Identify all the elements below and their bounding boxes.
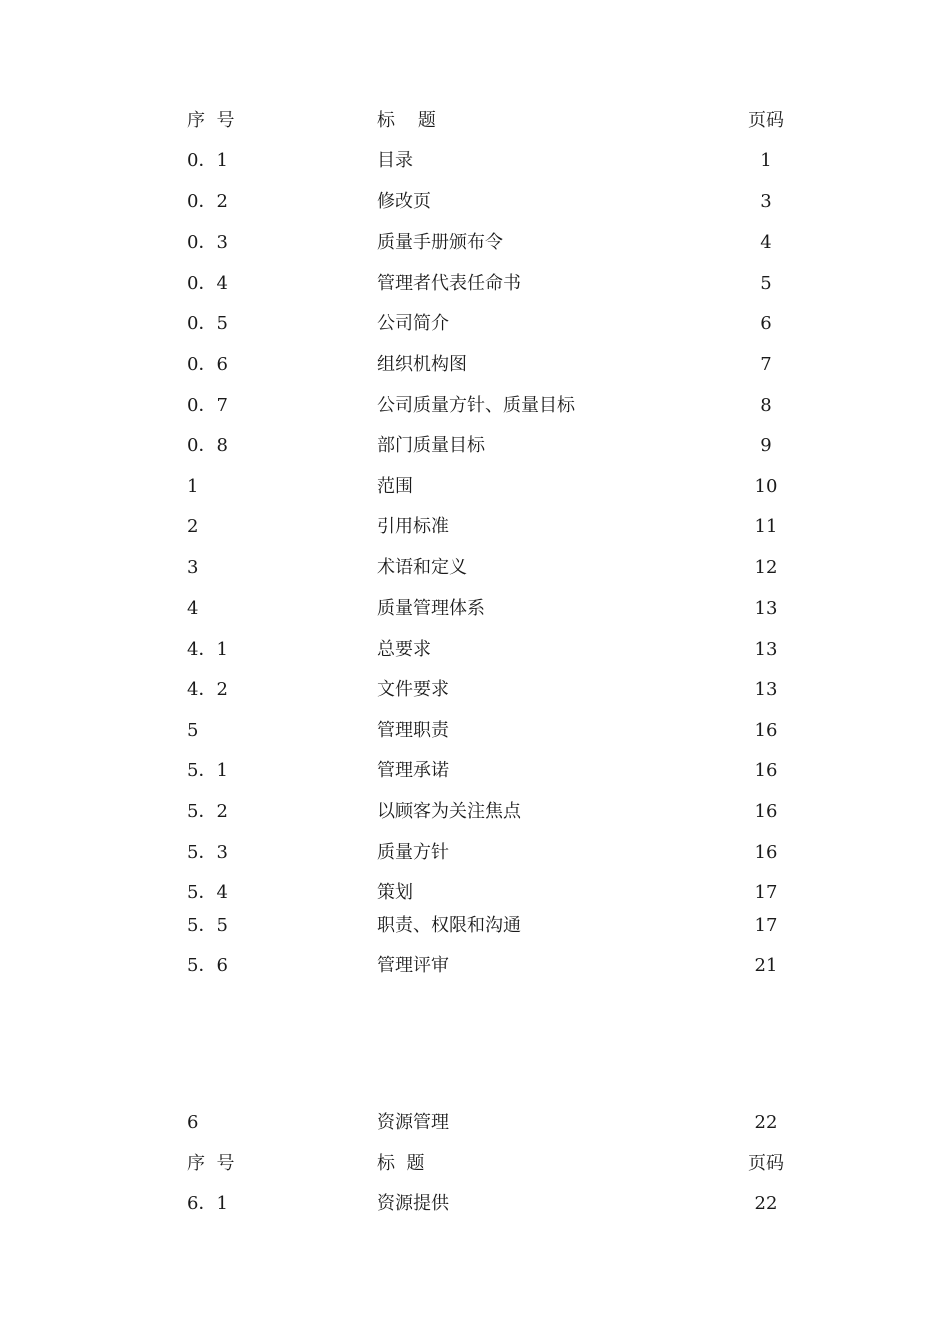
toc-row [0,879,950,907]
entry-page: 8 [760,395,772,416]
toc-row [0,1109,950,1137]
header-title: 标 题 [377,1153,425,1174]
toc-row [0,310,950,338]
toc-row [0,717,950,745]
entry-title: 职责、权限和沟通 [377,915,521,936]
toc-row [0,351,950,379]
entry-title: 部门质量目标 [377,435,485,456]
entry-page: 16 [754,760,778,781]
entry-page: 16 [754,720,778,741]
entry-page: 9 [760,435,772,456]
entry-title: 管理承诺 [377,760,449,781]
entry-page: 13 [754,598,778,619]
toc-header-row [0,107,950,135]
toc-header-row-repeat [0,1150,950,1178]
toc-row [0,554,950,582]
entry-page: 21 [754,955,778,976]
toc-row [0,188,950,216]
entry-title: 策划 [377,882,413,903]
entry-title: 文件要求 [377,679,449,700]
entry-page: 13 [754,679,778,700]
header-page: 页码 [748,110,784,131]
entry-num: 5．2 [187,801,228,822]
entry-page: 16 [754,842,778,863]
entry-num: 5．6 [187,955,228,976]
entry-num: 5．4 [187,882,228,903]
entry-page: 13 [754,639,778,660]
toc-row [0,432,950,460]
toc-row [0,757,950,785]
entry-num: 3 [187,557,199,578]
entry-num: 6 [187,1112,199,1133]
header-page: 页码 [748,1153,784,1174]
toc-row [0,798,950,826]
entry-page: 22 [754,1112,778,1133]
entry-title: 总要求 [377,639,431,660]
entry-page: 5 [760,273,772,294]
header-title: 标 题 [377,110,436,131]
entry-page: 16 [754,801,778,822]
entry-num: 0．2 [187,191,228,212]
toc-row [0,229,950,257]
entry-num: 5．3 [187,842,228,863]
toc-row [0,636,950,664]
entry-title: 管理评审 [377,955,449,976]
toc-row [0,912,950,940]
toc-row [0,473,950,501]
toc-row [0,595,950,623]
entry-title: 质量方针 [377,842,449,863]
entry-page: 12 [754,557,778,578]
entry-page: 7 [760,354,772,375]
entry-num: 4 [187,598,199,619]
entry-page: 11 [754,516,778,537]
entry-title: 质量手册颁布令 [377,232,503,253]
entry-title: 组织机构图 [377,354,467,375]
entry-page: 6 [760,313,772,334]
entry-num: 0．7 [187,395,228,416]
entry-num: 0．1 [187,150,228,171]
entry-num: 5．5 [187,915,228,936]
entry-num: 0．6 [187,354,228,375]
entry-title: 术语和定义 [377,557,467,578]
entry-title: 质量管理体系 [377,598,485,619]
entry-title: 引用标准 [377,516,449,537]
entry-title: 以顾客为关注焦点 [377,801,521,822]
entry-page: 3 [760,191,772,212]
entry-title: 公司质量方针、质量目标 [377,395,575,416]
entry-num: 4．1 [187,639,228,660]
entry-num: 4．2 [187,679,228,700]
entry-num: 0．5 [187,313,228,334]
entry-page: 4 [760,232,772,253]
entry-title: 资源管理 [377,1112,449,1133]
toc-row [0,839,950,867]
entry-page: 10 [754,476,778,497]
entry-title: 修改页 [377,191,431,212]
entry-title: 管理者代表任命书 [377,273,521,294]
toc-row [0,952,950,980]
entry-title: 资源提供 [377,1193,449,1214]
entry-num: 2 [187,516,199,537]
entry-num: 1 [187,476,199,497]
header-num: 序 号 [187,1153,235,1174]
entry-title: 范围 [377,476,413,497]
toc-row [0,270,950,298]
toc-row [0,513,950,541]
entry-num: 5 [187,720,199,741]
entry-num: 0．3 [187,232,228,253]
entry-num: 5．1 [187,760,228,781]
toc-row [0,676,950,704]
entry-num: 0．4 [187,273,228,294]
entry-num: 6．1 [187,1193,228,1214]
entry-page: 22 [754,1193,778,1214]
header-num: 序 号 [187,110,235,131]
entry-page: 17 [754,915,778,936]
entry-page: 1 [760,150,772,171]
toc-row [0,392,950,420]
entry-title: 管理职责 [377,720,449,741]
toc-row [0,147,950,175]
entry-page: 17 [754,882,778,903]
entry-title: 公司简介 [377,313,449,334]
entry-title: 目录 [377,150,413,171]
entry-num: 0．8 [187,435,228,456]
toc-row [0,1190,950,1218]
